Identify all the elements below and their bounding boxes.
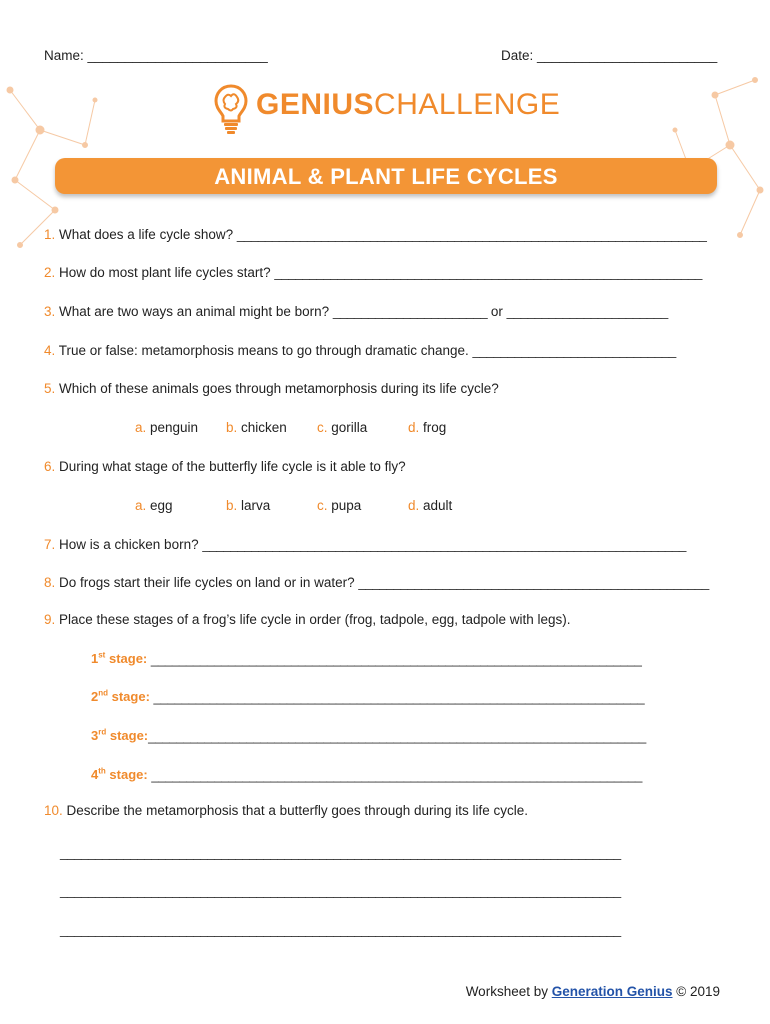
choice-letter: a. [135, 420, 147, 435]
or-text: or [487, 304, 507, 319]
choice-text: penguin [146, 420, 199, 435]
choice-letter: a. [135, 498, 147, 513]
question-4 [44, 343, 676, 358]
stage-text: stage: [105, 651, 151, 667]
question-text: What does a life cycle show? [55, 227, 237, 242]
q5-choice-c[interactable] [317, 420, 367, 435]
question-number: 2. [44, 265, 56, 280]
question-10 [44, 803, 528, 818]
answer-blank[interactable]: _____________________________________________________________________ [202, 537, 686, 552]
stage-3-row [91, 728, 646, 743]
question-5 [44, 381, 499, 396]
footer-suffix: © 2019 [672, 984, 720, 999]
question-text: Describe the metamorphosis that a butterfly goes through during its life cycle. [62, 803, 529, 818]
stage-ordinal: nd [98, 689, 109, 698]
stage-label [91, 767, 151, 782]
name-field-label[interactable]: Name: ________________________ [44, 48, 268, 63]
stage-text: stage: [108, 689, 154, 705]
answer-blank[interactable]: ______________________________________________________________________ [153, 689, 645, 705]
question-7 [44, 537, 686, 552]
logo-text [256, 88, 560, 122]
stage-1-row [91, 651, 641, 666]
answer-blank[interactable]: ______________________________________________________________________ [151, 767, 642, 783]
stage-number: 3 [91, 728, 99, 744]
question-text: How do most plant life cycles start? [55, 265, 275, 280]
question-number: 5. [44, 381, 56, 396]
question-3 [44, 304, 668, 319]
choice-letter: d. [408, 420, 420, 435]
logo-light: CHALLENGE [374, 88, 561, 121]
answer-blank[interactable]: _____________________________ [472, 343, 676, 358]
choice-letter: d. [408, 498, 420, 513]
question-text: Which of these animals goes through metamorphosis during its life cycle? [55, 381, 499, 396]
question-number: 10. [44, 803, 63, 818]
question-number: 3. [44, 304, 56, 319]
lightbulb-brain-icon [214, 83, 248, 135]
choice-text: gorilla [327, 420, 368, 435]
answer-blank[interactable]: _____________________________________________________________ [274, 265, 702, 280]
question-text: True or false: metamorphosis means to go through dramatic change. [55, 343, 473, 358]
stage-ordinal: st [98, 651, 106, 660]
answer-blank[interactable]: __________________________________________________ [358, 575, 709, 590]
footer-credit [466, 984, 720, 999]
stage-text: stage: [106, 728, 149, 744]
answer-blank[interactable]: ______________________ [332, 304, 488, 319]
choice-text: larva [237, 498, 271, 513]
answer-line-3[interactable]: ________________________________________________________________________________ [60, 922, 621, 937]
q5-choice-a[interactable] [135, 420, 198, 435]
question-1 [44, 227, 706, 242]
choice-letter: b. [226, 498, 238, 513]
question-number: 7. [44, 537, 56, 552]
answer-blank[interactable]: ______________________________________________________________________ [150, 651, 642, 667]
date-field-label[interactable]: Date: ________________________ [501, 48, 718, 63]
answer-line-1[interactable]: ________________________________________________________________________________ [60, 845, 621, 860]
question-6 [44, 459, 406, 474]
stage-number: 4 [91, 767, 99, 783]
choice-text: frog [419, 420, 447, 435]
q6-choice-d[interactable] [408, 498, 452, 513]
question-number: 8. [44, 575, 56, 590]
stage-label [91, 651, 151, 666]
q5-choice-d[interactable] [408, 420, 446, 435]
worksheet-title: ANIMAL & PLANT LIFE CYCLES [214, 164, 558, 189]
choice-letter: c. [317, 420, 328, 435]
q6-choice-b[interactable] [226, 498, 270, 513]
answer-blank[interactable]: _______________________________________________________________________ [148, 728, 646, 744]
stage-2-row [91, 689, 644, 704]
stage-number: 2 [91, 689, 99, 705]
question-8 [44, 575, 709, 590]
title-banner [55, 158, 717, 194]
footer-prefix: Worksheet by [465, 984, 552, 999]
logo-bold: GENIUS [256, 88, 375, 121]
choice-text: adult [419, 498, 453, 513]
question-text: Place these stages of a frog’s life cycle in order (frog, tadpole, egg, tadpole with legs). [55, 612, 571, 627]
stage-ordinal: th [98, 767, 106, 776]
question-number: 9. [44, 612, 56, 627]
choice-text: chicken [237, 420, 287, 435]
stage-ordinal: rd [98, 728, 107, 737]
q5-choice-b[interactable] [226, 420, 287, 435]
question-number: 1. [44, 227, 56, 242]
generation-genius-link[interactable]: Generation Genius [551, 984, 673, 999]
stage-label [91, 728, 148, 743]
answer-blank[interactable]: ___________________________________________________________________ [236, 227, 707, 242]
question-number: 4. [44, 343, 56, 358]
q6-choice-a[interactable] [135, 498, 173, 513]
choice-letter: b. [226, 420, 238, 435]
choice-letter: c. [317, 498, 328, 513]
question-number: 6. [44, 459, 56, 474]
q6-choice-c[interactable] [317, 498, 361, 513]
choice-text: pupa [327, 498, 362, 513]
answer-line-2[interactable]: ________________________________________________________________________________ [60, 883, 621, 898]
choice-text: egg [146, 498, 173, 513]
question-9 [44, 612, 571, 627]
answer-blank-2[interactable]: _______________________ [506, 304, 668, 319]
stage-text: stage: [105, 767, 152, 783]
stage-number: 1 [91, 651, 99, 667]
stage-label [91, 689, 154, 704]
stage-4-row [91, 767, 642, 782]
question-text: How is a chicken born? [55, 537, 203, 552]
question-2 [44, 265, 702, 280]
question-text: What are two ways an animal might be born? [55, 304, 333, 319]
question-text: During what stage of the butterfly life cycle is it able to fly? [55, 459, 406, 474]
question-text: Do frogs start their life cycles on land or in water? [55, 575, 359, 590]
